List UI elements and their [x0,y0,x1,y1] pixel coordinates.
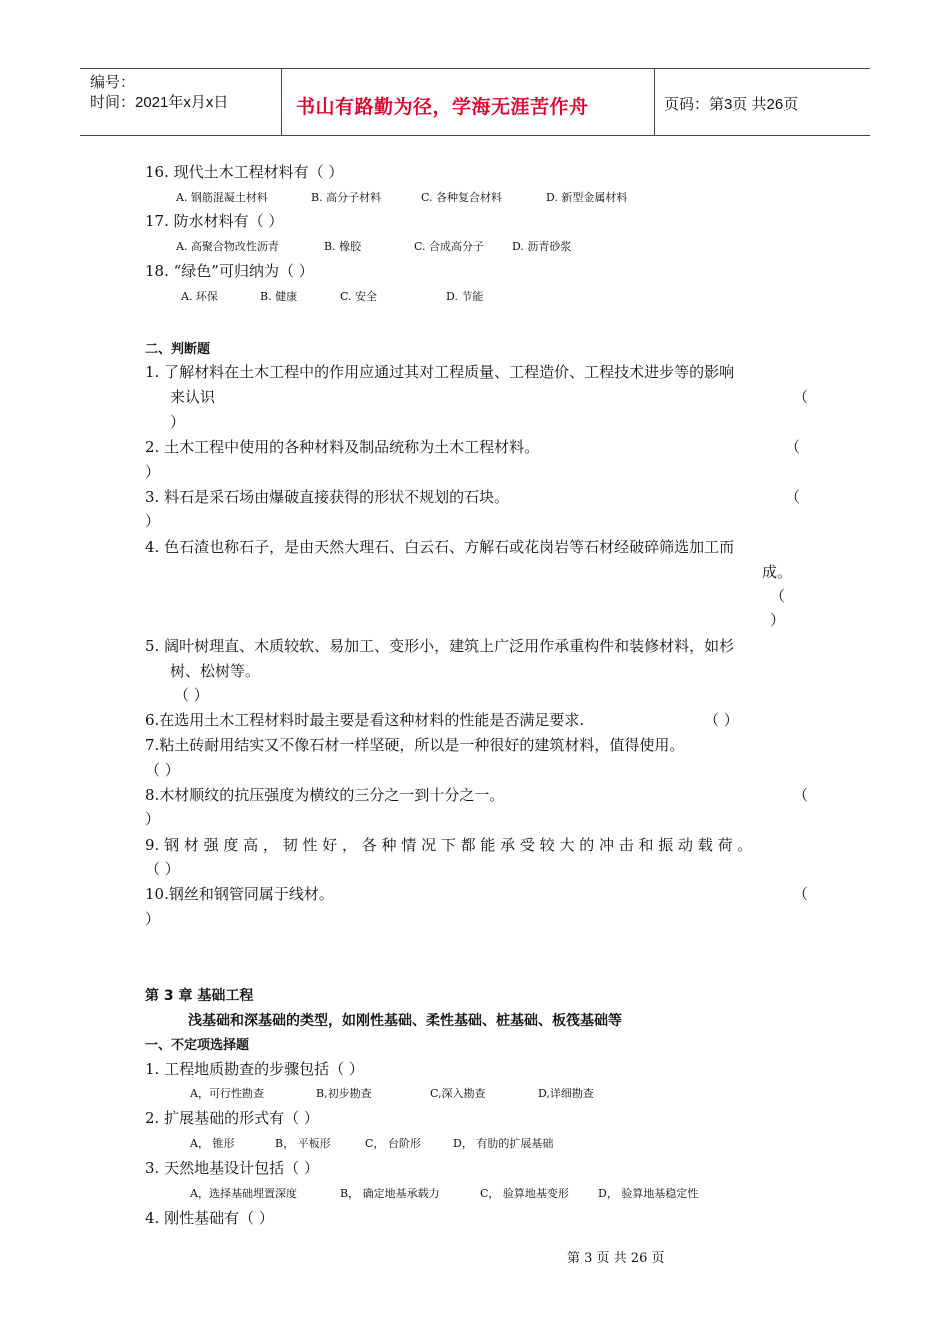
tf-paren-close: ） [170,413,186,431]
tf-paren-close: ） [145,910,161,928]
ch3-question-3: 3. 天然地基设计包括（ ） [145,1159,319,1177]
option: A. 环保 [181,290,218,303]
option: D. 新型金属材料 [546,191,628,204]
ch3-question-2: 2. 扩展基础的形式有（ ） [145,1109,319,1127]
tf-paren-close: ） [145,512,161,530]
tf-question-4-cont: 成。 [762,563,793,581]
option: C,深入勘查 [430,1087,486,1100]
tf-question-9: 9. 钢 材 强 度 高 ， 韧 性 好 ， 各 种 情 况 下 都 能 承 受 较 大 的 冲 击 和 振 动 载 荷 。 [145,836,753,854]
option: D， 有肋的扩展基础 [453,1137,554,1150]
option: A，选择基础埋置深度 [190,1187,297,1200]
option: C. 安全 [340,290,378,303]
tf-paren-close: ） [770,611,786,629]
tf-answer-paren: （ ） [704,711,739,729]
tf-answer-paren: （ ） [145,860,180,878]
option: D. 沥青砂浆 [512,240,572,253]
tf-paren-close: ） [145,463,161,481]
ch3-question-1: 1. 工程地质勘查的步骤包括（ ） [145,1060,364,1078]
option: C. 各种复合材料 [421,191,503,204]
option: B. 健康 [260,290,298,303]
page-footer: 第 3 页 共 26 页 [567,1251,665,1266]
tf-question-10: 10.钢丝和钢管同属于线材。 [145,885,334,903]
option: C， 台阶形 [365,1137,421,1150]
header-divider [281,68,282,136]
option: C， 验算地基变形 [480,1187,569,1200]
tf-question-6: 6.在选用土木工程材料时最主要是看这种材料的性能是否满足要求. [145,711,585,729]
option: A. 钢筋混凝土材料 [176,191,268,204]
doc-number-label: 编号： [90,74,136,91]
ch3-question-4: 4. 刚性基础有（ ） [145,1209,274,1227]
tf-paren-open: （ [770,587,786,605]
tf-question-1: 1. 了解材料在土木工程中的作用应通过其对工程质量、工程造价、工程技术进步等的影响 [145,363,735,381]
tf-question-7: 7.粘土砖耐用结实又不像石材一样坚硬，所以是一种很好的建筑材料，值得使用。 [145,736,685,754]
tf-question-2: 2. 土木工程中使用的各种材料及制品统称为土木工程材料。 [145,438,540,456]
tf-question-5-cont: 树、松树等。 [170,662,261,680]
tf-paren-open: （ [793,786,809,804]
tf-paren-open: （ [785,488,801,506]
option: D， 验算地基稳定性 [598,1187,699,1200]
question-16: 16. 现代土木工程材料有（ ） [145,163,344,181]
tf-question-3: 3. 料石是采石场由爆破直接获得的形状不规划的石块。 [145,488,510,506]
tf-answer-paren: （ ） [174,686,209,704]
option: B. 高分子材料 [311,191,382,204]
option: D,详细勘查 [538,1087,594,1100]
tf-question-1-cont: 来认识 [170,388,216,406]
header-top-border [80,68,870,69]
chapter-subtitle: 浅基础和深基础的类型，如刚性基础、柔性基础、桩基础、板筏基础等 [188,1013,622,1029]
header-motto: 书山有路勤为径，学海无涯苦作舟 [296,96,589,118]
tf-question-4: 4. 色石渣也称石子，是由天然大理石、白云石、方解石或花岗岩等石材经破碎筛选加工而 [145,538,735,556]
option: B， 平板形 [275,1137,331,1150]
tf-answer-paren: （ ） [145,761,180,779]
question-18: 18. “绿色”可归纳为（ ） [145,262,314,280]
section-heading-choice: 一、不定项选择题 [145,1038,250,1053]
option: B,初步勘查 [316,1087,372,1100]
option: B， 确定地基承载力 [340,1187,440,1200]
option: A. 高聚合物改性沥青 [176,240,279,253]
tf-paren-open: （ [793,885,809,903]
option: B. 橡胶 [324,240,362,253]
option: C. 合成高分子 [414,240,485,253]
header-bottom-border [80,135,870,136]
option: D. 节能 [446,290,484,303]
tf-paren-open: （ [785,438,801,456]
tf-paren-close: ） [145,810,161,828]
chapter-title: 第 3 章 基础工程 [145,988,254,1004]
tf-question-5: 5. 阔叶树理直、木质较软、易加工、变形小，建筑上广泛用作承重构件和装修材料，如杉 [145,637,735,655]
question-17: 17. 防水材料有（ ） [145,212,284,230]
doc-time-label: 时间：2021年x月x日 [90,94,229,111]
option: A，可行性勘查 [190,1087,264,1100]
tf-question-8: 8.木材顺纹的抗压强度为横纹的三分之一到十分之一。 [145,786,505,804]
tf-paren-open: （ [793,388,809,406]
header-page-label: 页码：第3页 共26页 [664,96,799,113]
header-divider [654,68,655,136]
section-heading-true-false: 二、判断题 [145,342,211,357]
option: A， 锥形 [190,1137,235,1150]
